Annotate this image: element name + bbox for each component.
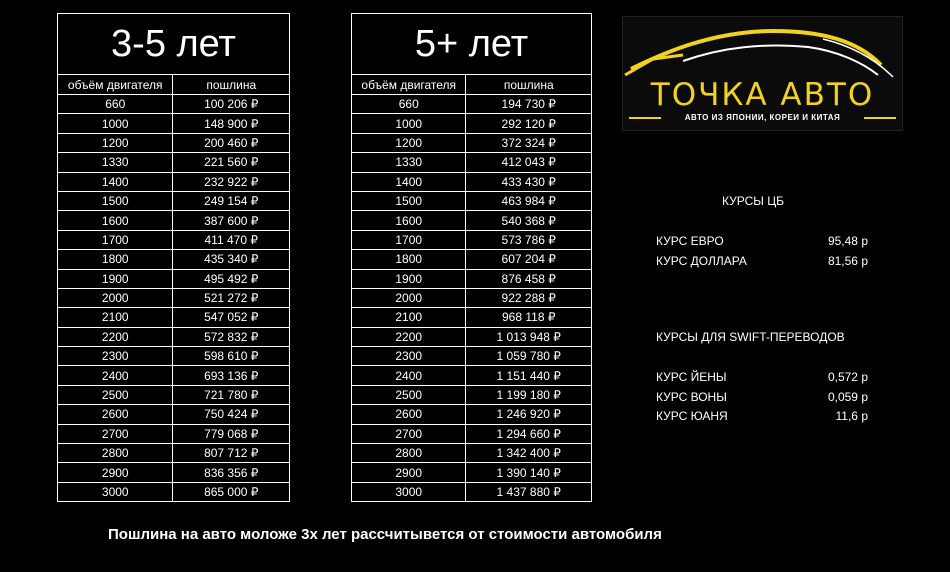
divider bbox=[864, 117, 896, 119]
engine-volume-cell: 1500 bbox=[58, 191, 173, 210]
engine-volume-cell: 1400 bbox=[58, 172, 173, 191]
table-row bbox=[58, 366, 290, 385]
duty-cell: 922 288 ₽ bbox=[466, 288, 592, 307]
table-row bbox=[352, 133, 592, 152]
rate-row-dollar bbox=[656, 254, 868, 268]
rate-label: КУРС ДОЛЛАРА bbox=[656, 254, 747, 268]
duty-cell: 750 424 ₽ bbox=[173, 405, 290, 424]
engine-volume-cell: 2000 bbox=[352, 288, 466, 307]
table-row bbox=[58, 250, 290, 269]
engine-volume-cell: 1000 bbox=[352, 114, 466, 133]
duty-cell: 495 492 ₽ bbox=[173, 269, 290, 288]
duty-cell: 100 206 ₽ bbox=[173, 95, 290, 114]
engine-volume-cell: 2800 bbox=[58, 444, 173, 463]
engine-volume-cell: 660 bbox=[352, 95, 466, 114]
engine-volume-cell: 1900 bbox=[58, 269, 173, 288]
duty-cell: 292 120 ₽ bbox=[466, 114, 592, 133]
duty-cell: 433 430 ₽ bbox=[466, 172, 592, 191]
duty-cell: 836 356 ₽ bbox=[173, 463, 290, 482]
duty-cell: 1 013 948 ₽ bbox=[466, 327, 592, 346]
rate-label: КУРС ЙЕНЫ bbox=[656, 370, 727, 384]
duty-cell: 721 780 ₽ bbox=[173, 385, 290, 404]
brand-logo bbox=[622, 16, 903, 131]
duty-cell: 540 368 ₽ bbox=[466, 211, 592, 230]
engine-volume-cell: 2200 bbox=[58, 327, 173, 346]
table-row bbox=[352, 95, 592, 114]
engine-volume-cell: 2600 bbox=[58, 405, 173, 424]
engine-volume-cell: 2900 bbox=[58, 463, 173, 482]
engine-volume-cell: 2100 bbox=[58, 308, 173, 327]
duty-cell: 221 560 ₽ bbox=[173, 153, 290, 172]
table-row bbox=[352, 385, 592, 404]
duty-cell: 1 151 440 ₽ bbox=[466, 366, 592, 385]
footnote: Пошлина на авто моложе 3х лет рассчитывется от стоимости автомобиля bbox=[108, 526, 662, 543]
table-row bbox=[58, 385, 290, 404]
table-row bbox=[352, 405, 592, 424]
engine-volume-cell: 1200 bbox=[352, 133, 466, 152]
engine-volume-cell: 2600 bbox=[352, 405, 466, 424]
duty-cell: 435 340 ₽ bbox=[173, 250, 290, 269]
rate-value: 81,56 р bbox=[827, 254, 868, 268]
rate-value: 11,6 р bbox=[835, 409, 868, 423]
duty-cell: 232 922 ₽ bbox=[173, 172, 290, 191]
table-row bbox=[352, 288, 592, 307]
table-row bbox=[352, 347, 592, 366]
duty-cell: 1 342 400 ₽ bbox=[466, 444, 592, 463]
engine-volume-cell: 1000 bbox=[58, 114, 173, 133]
duty-cell: 412 043 ₽ bbox=[466, 153, 592, 172]
duty-cell: 463 984 ₽ bbox=[466, 191, 592, 210]
duty-cell: 572 832 ₽ bbox=[173, 327, 290, 346]
rate-label: КУРС ЮАНЯ bbox=[656, 409, 728, 423]
duty-cell: 194 730 ₽ bbox=[466, 95, 592, 114]
rate-label: КУРС ВОНЫ bbox=[656, 390, 727, 404]
duty-table-5-plus-years bbox=[351, 13, 592, 502]
duty-cell: 876 458 ₽ bbox=[466, 269, 592, 288]
duty-cell: 693 136 ₽ bbox=[173, 366, 290, 385]
table-row bbox=[58, 95, 290, 114]
engine-volume-cell: 1800 bbox=[58, 250, 173, 269]
duty-cell: 547 052 ₽ bbox=[173, 308, 290, 327]
duty-cell: 200 460 ₽ bbox=[173, 133, 290, 152]
engine-volume-cell: 3000 bbox=[352, 482, 466, 501]
duty-cell: 387 600 ₽ bbox=[173, 211, 290, 230]
table-row bbox=[58, 269, 290, 288]
duty-cell: 521 272 ₽ bbox=[173, 288, 290, 307]
table-row bbox=[352, 444, 592, 463]
engine-volume-cell: 1600 bbox=[58, 211, 173, 230]
table-row bbox=[58, 463, 290, 482]
engine-volume-cell: 2900 bbox=[352, 463, 466, 482]
table-row bbox=[352, 114, 592, 133]
table-row bbox=[352, 153, 592, 172]
engine-volume-cell: 1500 bbox=[352, 191, 466, 210]
table-row bbox=[352, 366, 592, 385]
column-header-duty: пошлина bbox=[173, 75, 290, 95]
engine-volume-cell: 2300 bbox=[58, 347, 173, 366]
table-row bbox=[352, 327, 592, 346]
table-title: 3-5 лет bbox=[58, 14, 290, 75]
table-row bbox=[58, 308, 290, 327]
engine-volume-cell: 2800 bbox=[352, 444, 466, 463]
engine-volume-cell: 1900 bbox=[352, 269, 466, 288]
table-row bbox=[58, 153, 290, 172]
table-row bbox=[58, 114, 290, 133]
engine-volume-cell: 2700 bbox=[352, 424, 466, 443]
engine-volume-cell: 1700 bbox=[352, 230, 466, 249]
engine-volume-cell: 2000 bbox=[58, 288, 173, 307]
duty-cell: 372 324 ₽ bbox=[466, 133, 592, 152]
engine-volume-cell: 1700 bbox=[58, 230, 173, 249]
table-row bbox=[352, 172, 592, 191]
table-row bbox=[58, 444, 290, 463]
rate-label: КУРС ЕВРО bbox=[656, 234, 724, 248]
duty-cell: 865 000 ₽ bbox=[173, 482, 290, 501]
table-row bbox=[58, 424, 290, 443]
table-row bbox=[352, 482, 592, 501]
engine-volume-cell: 2500 bbox=[58, 385, 173, 404]
table-row bbox=[58, 405, 290, 424]
duty-cell: 1 294 660 ₽ bbox=[466, 424, 592, 443]
table-row bbox=[352, 424, 592, 443]
engine-volume-cell: 2300 bbox=[352, 347, 466, 366]
table-row bbox=[352, 250, 592, 269]
engine-volume-cell: 660 bbox=[58, 95, 173, 114]
table-row bbox=[58, 347, 290, 366]
duty-cell: 807 712 ₽ bbox=[173, 444, 290, 463]
duty-cell: 968 118 ₽ bbox=[466, 308, 592, 327]
table-row bbox=[58, 482, 290, 501]
table-row bbox=[58, 288, 290, 307]
table-row bbox=[352, 269, 592, 288]
rate-row-won bbox=[656, 390, 868, 404]
cb-rates-title: КУРСЫ ЦБ bbox=[722, 194, 784, 208]
engine-volume-cell: 2700 bbox=[58, 424, 173, 443]
table-row bbox=[352, 211, 592, 230]
table-row bbox=[58, 327, 290, 346]
engine-volume-cell: 2400 bbox=[58, 366, 173, 385]
engine-volume-cell: 3000 bbox=[58, 482, 173, 501]
engine-volume-cell: 1400 bbox=[352, 172, 466, 191]
rate-row-yen bbox=[656, 370, 868, 384]
duty-cell: 607 204 ₽ bbox=[466, 250, 592, 269]
duty-cell: 1 437 880 ₽ bbox=[466, 482, 592, 501]
rate-row-euro bbox=[656, 234, 868, 248]
duty-table-3-5-years bbox=[57, 13, 290, 502]
swift-rates-title: КУРСЫ ДЛЯ SWIFT-ПЕРЕВОДОВ bbox=[656, 330, 845, 344]
column-header-engine: объём двигателя bbox=[352, 75, 466, 95]
table-row bbox=[352, 191, 592, 210]
table-title: 5+ лет bbox=[352, 14, 592, 75]
duty-cell: 573 786 ₽ bbox=[466, 230, 592, 249]
rate-row-yuan bbox=[656, 409, 868, 423]
duty-cell: 1 246 920 ₽ bbox=[466, 405, 592, 424]
brand-tagline: АВТО ИЗ ЯПОНИИ, КОРЕИ И КИТАЯ bbox=[684, 113, 841, 122]
duty-cell: 249 154 ₽ bbox=[173, 191, 290, 210]
rate-value: 0,572 р bbox=[827, 370, 868, 384]
rate-value: 95,48 р bbox=[827, 234, 868, 248]
engine-volume-cell: 1330 bbox=[352, 153, 466, 172]
rate-value: 0,059 р bbox=[827, 390, 868, 404]
column-header-engine: объём двигателя bbox=[58, 75, 173, 95]
duty-cell: 411 470 ₽ bbox=[173, 230, 290, 249]
table-row bbox=[352, 230, 592, 249]
table-row bbox=[58, 230, 290, 249]
duty-cell: 598 610 ₽ bbox=[173, 347, 290, 366]
table-row bbox=[58, 133, 290, 152]
engine-volume-cell: 1330 bbox=[58, 153, 173, 172]
column-header-duty: пошлина bbox=[466, 75, 592, 95]
engine-volume-cell: 2100 bbox=[352, 308, 466, 327]
engine-volume-cell: 1600 bbox=[352, 211, 466, 230]
duty-cell: 1 199 180 ₽ bbox=[466, 385, 592, 404]
table-row bbox=[58, 191, 290, 210]
engine-volume-cell: 2500 bbox=[352, 385, 466, 404]
brand-name: ТОЧКА АВТО bbox=[650, 77, 875, 113]
engine-volume-cell: 1200 bbox=[58, 133, 173, 152]
engine-volume-cell: 1800 bbox=[352, 250, 466, 269]
table-row bbox=[352, 308, 592, 327]
table-row bbox=[352, 463, 592, 482]
duty-cell: 1 059 780 ₽ bbox=[466, 347, 592, 366]
engine-volume-cell: 2400 bbox=[352, 366, 466, 385]
engine-volume-cell: 2200 bbox=[352, 327, 466, 346]
duty-cell: 1 390 140 ₽ bbox=[466, 463, 592, 482]
table-row bbox=[58, 211, 290, 230]
duty-cell: 779 068 ₽ bbox=[173, 424, 290, 443]
duty-cell: 148 900 ₽ bbox=[173, 114, 290, 133]
table-row bbox=[58, 172, 290, 191]
